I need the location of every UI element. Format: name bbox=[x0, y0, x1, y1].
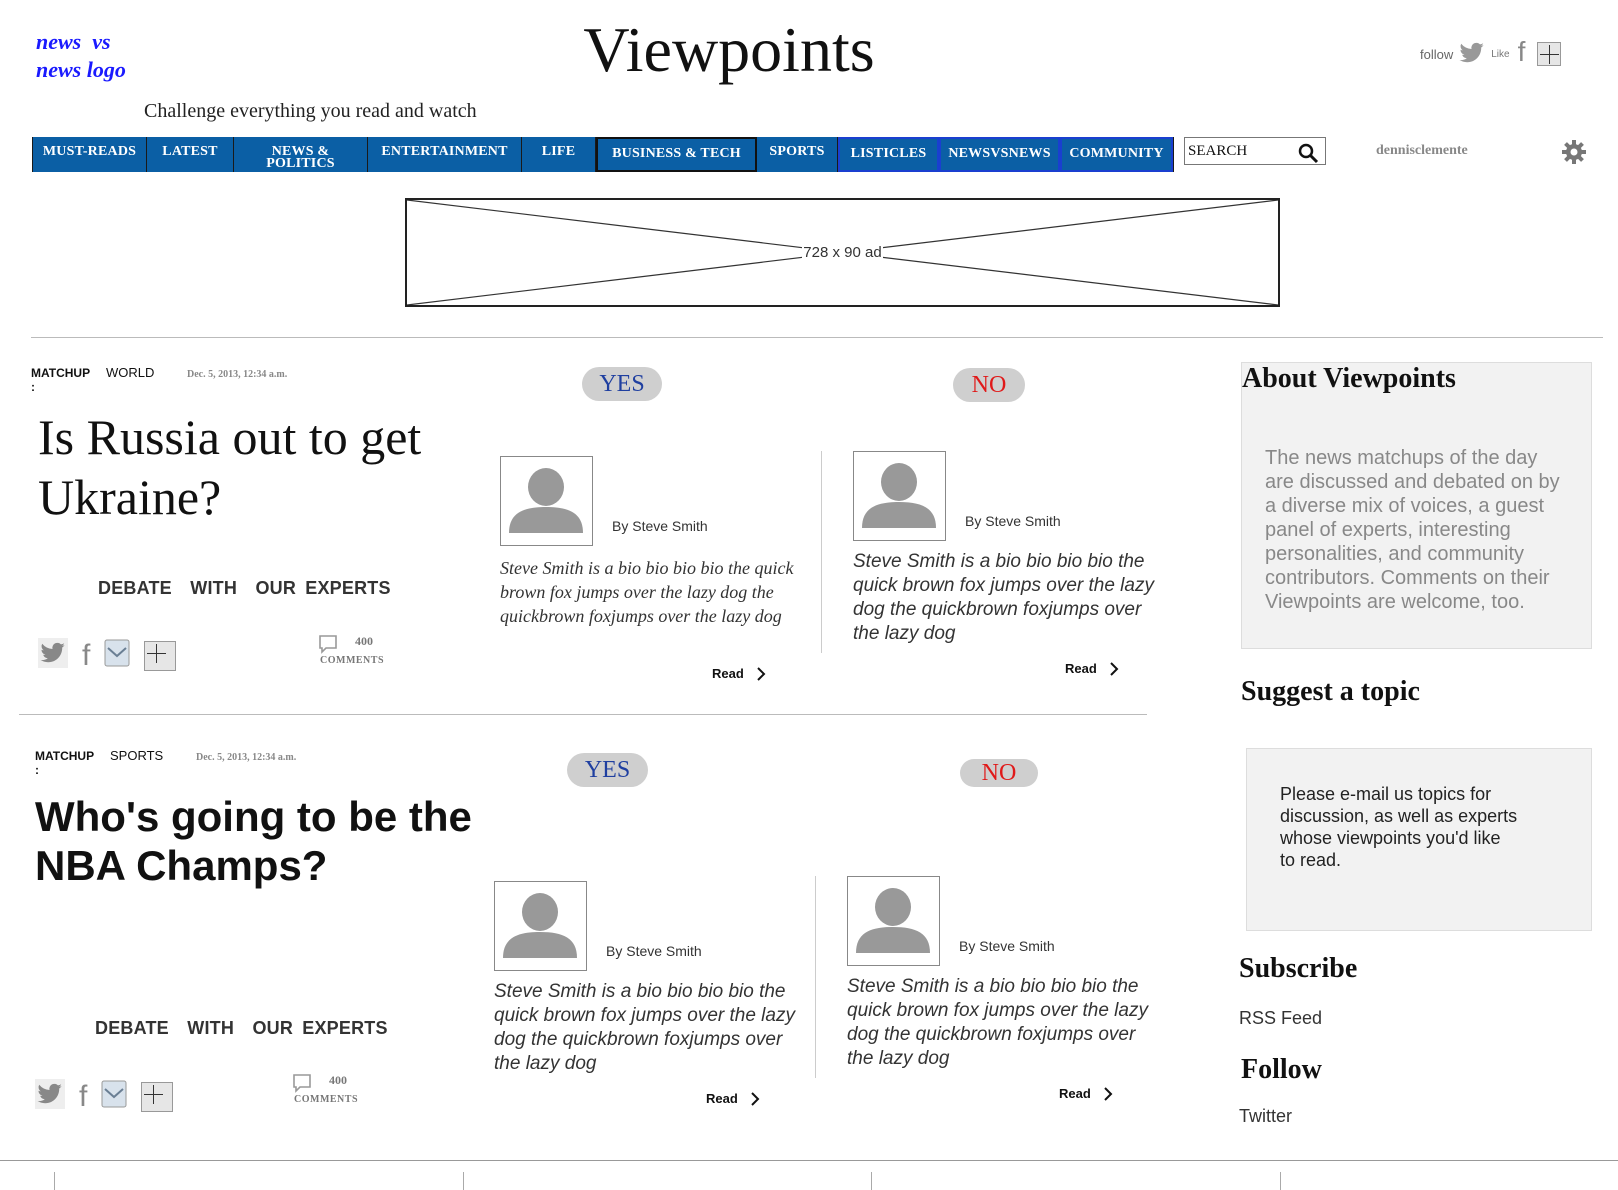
read-link[interactable] bbox=[712, 666, 766, 681]
avatar[interactable] bbox=[853, 451, 946, 541]
article-date: Dec. 5, 2013, 12:34 a.m. bbox=[196, 752, 297, 763]
facebook-icon[interactable]: f bbox=[1517, 36, 1526, 67]
section-tag[interactable]: WORLD bbox=[106, 365, 155, 380]
nav-item-business-tech[interactable]: BUSINESS & TECH bbox=[596, 137, 757, 172]
about-title: About Viewpoints bbox=[1242, 363, 1456, 394]
byline[interactable]: By Steve Smith bbox=[965, 513, 1061, 529]
add-icon[interactable] bbox=[1537, 42, 1561, 66]
rss-feed-link[interactable]: RSS Feed bbox=[1239, 1008, 1323, 1028]
nav-item-latest[interactable]: LATEST bbox=[147, 137, 234, 172]
byline[interactable]: By Steve Smith bbox=[606, 943, 702, 959]
add-icon[interactable] bbox=[144, 641, 176, 671]
about-box bbox=[1241, 362, 1592, 649]
yes-pill[interactable]: YES bbox=[582, 367, 662, 401]
article-meta bbox=[31, 366, 90, 394]
debate-label: DEBATE WITH OUR EXPERTS bbox=[98, 578, 391, 598]
matchup-colon: : bbox=[31, 380, 35, 394]
subscribe-title: Subscribe bbox=[1239, 953, 1358, 984]
footer-separator bbox=[463, 1172, 464, 1190]
debate-label: DEBATE WITH OUR EXPERTS bbox=[95, 1018, 388, 1038]
yes-pill[interactable]: YES bbox=[567, 753, 648, 787]
footer-separator bbox=[54, 1172, 55, 1190]
facebook-icon[interactable]: f bbox=[79, 1079, 88, 1113]
column-divider bbox=[815, 876, 816, 1078]
comments-label: COMMENTS bbox=[320, 655, 384, 666]
nav-item-must-reads[interactable]: MUST-READS bbox=[33, 137, 147, 172]
read-label: Read bbox=[712, 666, 744, 681]
follow-bar bbox=[1420, 36, 1561, 72]
matchup-label: MATCHUP bbox=[35, 749, 95, 763]
avatar[interactable] bbox=[494, 881, 587, 971]
chevron-right-icon bbox=[1109, 662, 1119, 676]
search-input[interactable] bbox=[1188, 139, 1296, 163]
bio: Steve Smith is a bio bio bio bio the quick brown fox jumps over the lazy dog the quickbrown foxjumps over the lazy dog bbox=[500, 558, 794, 626]
read-label: Read bbox=[706, 1091, 738, 1106]
follow-label: follow bbox=[1420, 46, 1454, 62]
chevron-right-icon bbox=[756, 667, 766, 681]
avatar[interactable] bbox=[847, 876, 940, 966]
like-label: Like bbox=[1491, 48, 1510, 60]
tagline: Challenge everything you read and watch bbox=[144, 100, 477, 122]
article-headline[interactable]: Is Russia out to get Ukraine? bbox=[38, 409, 422, 525]
chevron-right-icon bbox=[750, 1092, 760, 1106]
comments-number: 400 bbox=[355, 634, 373, 648]
search-icon[interactable] bbox=[1297, 142, 1319, 169]
follow-title: Follow bbox=[1241, 1054, 1322, 1085]
read-link[interactable] bbox=[1059, 1086, 1113, 1101]
nav-item-news-politics-label: NEWS & POLITICS bbox=[266, 144, 335, 171]
section-tag[interactable]: SPORTS bbox=[110, 748, 164, 763]
read-link[interactable] bbox=[706, 1091, 760, 1106]
logo-line-2: news logo bbox=[36, 57, 126, 82]
divider bbox=[31, 337, 1603, 338]
chevron-right-icon bbox=[1103, 1087, 1113, 1101]
read-label: Read bbox=[1059, 1086, 1091, 1101]
comments-count[interactable] bbox=[292, 1073, 360, 1105]
username[interactable]: dennisclemente bbox=[1376, 143, 1468, 158]
article-date: Dec. 5, 2013, 12:34 a.m. bbox=[187, 369, 288, 380]
facebook-icon[interactable]: f bbox=[82, 638, 91, 672]
bio: Steve Smith is a bio bio bio bio the quick brown fox jumps over the lazy dog the quickbrown foxjumps over the lazy dog bbox=[853, 551, 1154, 644]
article-meta bbox=[35, 749, 94, 777]
suggest-box bbox=[1246, 748, 1592, 931]
nav-item-news-politics[interactable] bbox=[234, 137, 368, 172]
article-headline[interactable]: Who's going to be the NBA Champs? bbox=[35, 793, 472, 889]
comments-count[interactable] bbox=[318, 634, 386, 666]
share-row bbox=[35, 1079, 173, 1114]
footer-divider bbox=[0, 1160, 1618, 1161]
ad-placeholder[interactable] bbox=[405, 198, 1280, 307]
site-title: Viewpoints bbox=[583, 14, 875, 85]
byline[interactable]: By Steve Smith bbox=[612, 518, 708, 534]
bio: Steve Smith is a bio bio bio bio the quick brown fox jumps over the lazy dog the quickbrown foxjumps over the lazy dog bbox=[847, 976, 1148, 1069]
nav-item-newsvsnews[interactable]: NEWSVSNEWS bbox=[939, 137, 1060, 172]
gear-icon[interactable] bbox=[1560, 138, 1588, 171]
no-pill[interactable]: NO bbox=[960, 759, 1038, 787]
search-box bbox=[1184, 137, 1326, 165]
read-link[interactable] bbox=[1065, 661, 1119, 676]
matchup-label: MATCHUP bbox=[31, 366, 91, 380]
footer-separator bbox=[1280, 1172, 1281, 1190]
bio: Steve Smith is a bio bio bio bio the quick brown fox jumps over the lazy dog the quickbrown foxjumps over the lazy dog bbox=[494, 981, 795, 1074]
comments-label: COMMENTS bbox=[294, 1094, 358, 1105]
suggest-text: Please e-mail us topics for discussion, as well as experts whose viewpoints you'd like to read. bbox=[1280, 784, 1518, 870]
nav-item-listicles[interactable]: LISTICLES bbox=[838, 137, 939, 172]
email-icon[interactable] bbox=[101, 1080, 127, 1113]
twitter-link[interactable]: Twitter bbox=[1239, 1106, 1293, 1126]
footer-separator bbox=[871, 1172, 872, 1190]
nav-item-sports[interactable]: SPORTS bbox=[757, 137, 838, 172]
twitter-icon[interactable] bbox=[35, 1079, 65, 1114]
share-row bbox=[38, 638, 176, 673]
about-text: The news matchups of the day are discussed and debated on by a diverse mix of voices, a guest panel of experts, interesting personalities, and community contributors. Comments on their Viewpoints are welcome, too. bbox=[1265, 447, 1560, 613]
add-icon[interactable] bbox=[141, 1082, 173, 1112]
main-nav bbox=[32, 137, 1174, 172]
no-pill[interactable]: NO bbox=[953, 368, 1025, 402]
suggest-title: Suggest a topic bbox=[1241, 676, 1420, 707]
email-icon[interactable] bbox=[104, 639, 130, 672]
ad-label: 728 x 90 ad bbox=[803, 244, 882, 261]
twitter-icon[interactable] bbox=[1457, 38, 1487, 71]
nav-item-entertainment[interactable]: ENTERTAINMENT bbox=[368, 137, 522, 172]
comments-number: 400 bbox=[329, 1073, 347, 1087]
matchup-colon: : bbox=[35, 763, 39, 777]
logo-line-1: news vs bbox=[36, 29, 111, 54]
nav-item-community[interactable]: COMMUNITY bbox=[1060, 137, 1173, 172]
read-label: Read bbox=[1065, 661, 1097, 676]
twitter-icon[interactable] bbox=[38, 638, 68, 673]
divider bbox=[19, 714, 1147, 715]
byline[interactable]: By Steve Smith bbox=[959, 938, 1055, 954]
avatar[interactable] bbox=[500, 456, 593, 546]
nav-item-life[interactable]: LIFE bbox=[522, 137, 596, 172]
column-divider bbox=[821, 451, 822, 653]
